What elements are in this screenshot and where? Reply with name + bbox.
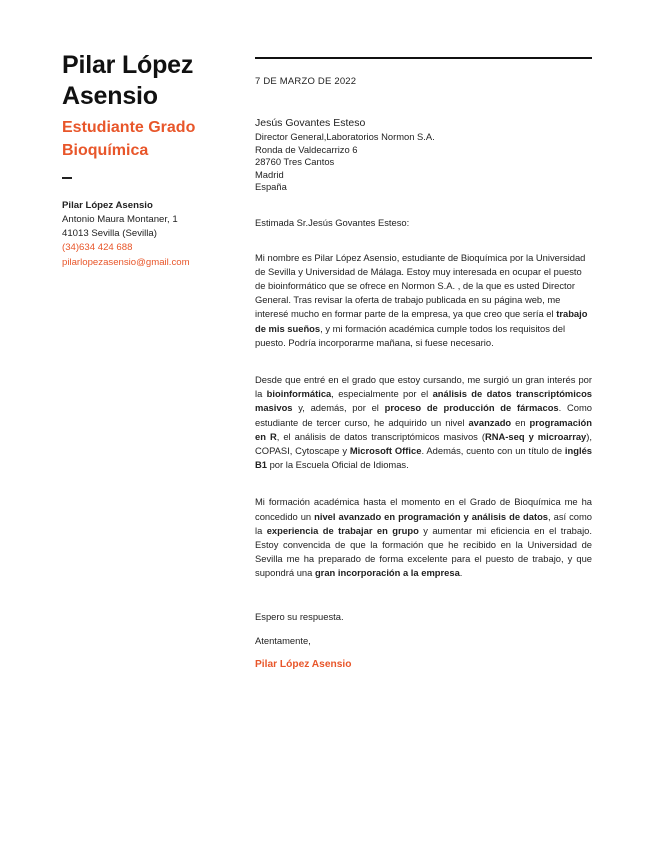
recipient-line: Madrid xyxy=(255,168,284,180)
author-name-line1: Pilar López xyxy=(62,51,194,79)
closing-salutation: Atentamente, xyxy=(255,634,311,646)
author-name xyxy=(62,50,232,112)
recipient-address xyxy=(255,131,592,194)
subtitle-line1: Estudiante Grado xyxy=(62,119,196,136)
letter-body xyxy=(255,57,592,670)
contact-address-line1: Antonio Maura Montaner, 1 xyxy=(62,213,178,225)
contact-phone: (34)634 424 688 xyxy=(62,242,133,254)
recipient-line: 28760 Tres Cantos xyxy=(255,156,335,167)
top-rule xyxy=(255,57,592,59)
contact-email[interactable]: pilarlopezasensio@gmail.com xyxy=(62,256,190,268)
subtitle-line2: Bioquímica xyxy=(62,142,149,159)
signature-name: Pilar López Asensio xyxy=(255,658,352,670)
paragraph-2: Desde que entré en el grado que estoy cursando, me surgió un gran interés por la bioinformática, especialmente por el análisis de datos transcriptómicos masivos y, además, por el proceso de producción de fármacos. Como estudiante de tercer curso, he adquirido un nivel avanzado en programación en R, el análisis de datos transcriptómicos masivos (RNA-seq y microarray), COPASI, Cytoscape y Microsoft Office. Además, cuento con un título de inglés B1 por la Escuela Oficial de Idiomas. xyxy=(255,373,593,471)
recipient-name: Jesús Govantes Esteso xyxy=(255,117,366,129)
contact-name: Pilar López Asensio xyxy=(62,199,153,211)
recipient-line: Director General,Laboratorios Normon S.A. xyxy=(255,131,435,142)
recipient-line: España xyxy=(255,181,287,192)
divider-dash xyxy=(62,177,72,179)
paragraph-3: Mi formación académica hasta el momento en el Grado de Bioquímica me ha concedido un nivel avanzado en programación y análisis de datos, así como la experiencia de trabajar en grupo y aumentar mi eficiencia en el trabajo. Estoy convencida de que la formación que he recibido en la Universidad de Sevilla me ha preparado de forma excelente para el puesto de trabajo, y que supondrá una gran incorporación a la empresa. xyxy=(255,496,593,579)
contact-block xyxy=(62,199,232,270)
author-subtitle xyxy=(62,116,232,162)
recipient-line: Ronda de Valdecarrizo 6 xyxy=(255,143,358,155)
paragraph-1: Mi nombre es Pilar López Asensio, estudiante de Bioquímica por la Universidad de Sevilla y Universidad de Málaga. Estoy muy interesada en ocupar el puesto de bioinformático que se ofrece en Normon S.A. , de la que es usted Director General. Tras revisar la oferta de trabajo publicada en su página web, me interesé mucho en formar parte de la empresa, ya que creo que sería el trabajo de mis sueños, y mi formación académica cumple todos los requisitos del puesto. Podría incorporarme mañana, si fuese necesario. xyxy=(255,251,588,348)
closing-line: Espero su respuesta. xyxy=(255,610,344,622)
sidebar xyxy=(62,50,232,270)
author-name-line2: Asensio xyxy=(62,82,158,110)
letter-greeting: Estimada Sr.Jesús Govantes Esteso: xyxy=(255,216,410,228)
letter-date: 7 DE MARZO DE 2022 xyxy=(255,76,357,87)
contact-address-line2: 41013 Sevilla (Sevilla) xyxy=(62,228,157,240)
